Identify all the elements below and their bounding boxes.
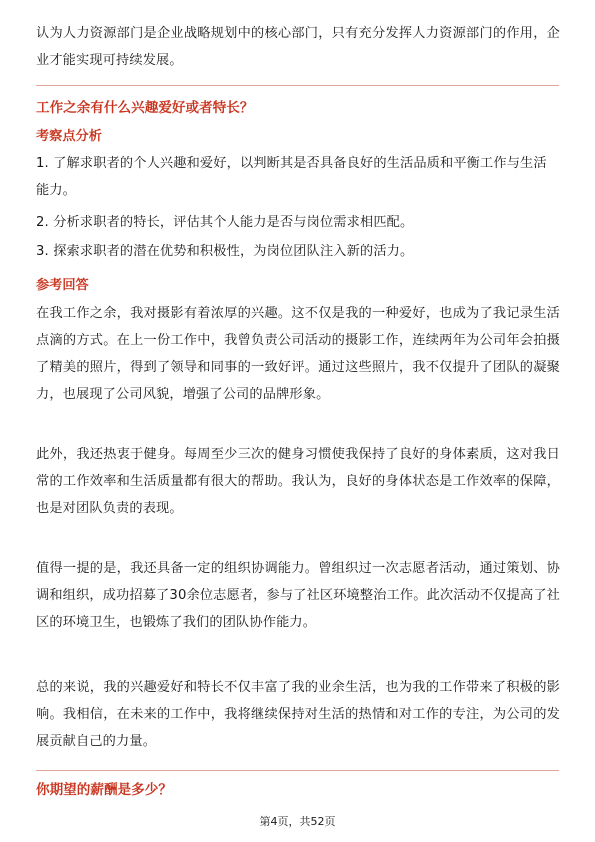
answer-heading: 参考回答 <box>36 278 89 293</box>
intro-paragraph: 认为人力资源部门是企业战略规划中的核心部门，只有充分发挥人力资源部门的作用，企业才能实现可持续发展。 <box>36 26 560 68</box>
analysis-item: 3. 探索求职者的潜在优势和积极性，为岗位团队注入新的活力。 <box>36 244 414 259</box>
analysis-item: 1. 了解求职者的个人兴趣和爱好，以判断其是否具备良好的生活品质和平衡工作与生活能力。 <box>36 156 547 198</box>
analysis-heading: 考察点分析 <box>36 129 102 144</box>
answer-paragraph: 在我工作之余，我对摄影有着浓厚的兴趣。这不仅是我的一种爱好，也成为了我记录生活点滴的方式。在上一份工作中，我曾负责公司活动的摄影工作，连续两年为公司年会拍摄了精美的照片，得到了领导和同事的一致好评。通过这些照片，我不仅提升了团队的凝聚力，也展现了公司风貌，增强了公司的品牌形象。 <box>36 306 560 402</box>
answer-paragraph: 总的来说，我的兴趣爱好和特长不仅丰富了我的业余生活，也为我的工作带来了积极的影响。我相信，在未来的工作中，我将继续保持对生活的热情和对工作的专注，为公司的发展贡献自己的力量。 <box>36 680 560 749</box>
page-number: 第4页，共52页 <box>259 815 336 828</box>
answer-paragraph: 此外，我还热衷于健身。每周至少三次的健身习惯使我保持了良好的身体素质，这对我日常的工作效率和生活质量都有很大的帮助。我认为，良好的身体状态是工作效率的保障，也是对团队负责的表现。 <box>36 447 560 516</box>
answer-paragraph: 值得一提的是，我还具备一定的组织协调能力。曾组织过一次志愿者活动，通过策划、协调和组织，成功招募了30余位志愿者，参与了社区环境整治工作。此次活动不仅提高了社区的环境卫生，也锻炼了我们的团队协作能力。 <box>36 561 560 630</box>
section-divider <box>36 85 559 86</box>
analysis-item: 2. 分析求职者的特长，评估其个人能力是否与岗位需求相匹配。 <box>36 215 414 230</box>
question-title: 工作之余有什么兴趣爱好或者特长？ <box>36 100 254 116</box>
question-title: 你期望的薪酬是多少？ <box>36 782 172 798</box>
section-divider <box>36 770 559 771</box>
